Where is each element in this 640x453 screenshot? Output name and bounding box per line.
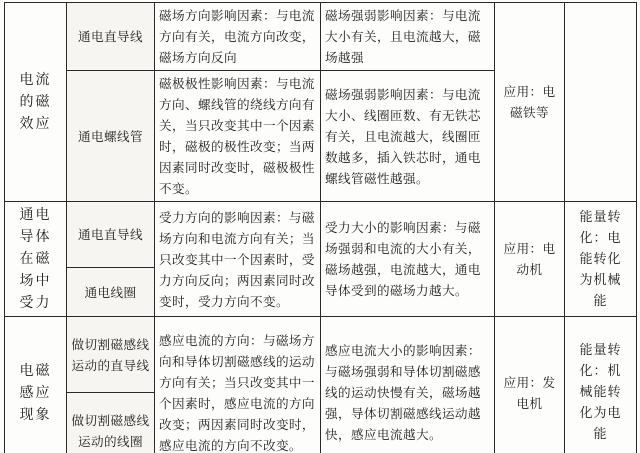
application-cell: 应用：电动机 — [495, 202, 565, 317]
magnitude-cell: 磁场强弱影响因素：与电流大小有关，且电流越大，磁场越强 — [321, 3, 495, 71]
direction-cell: 磁场方向影响因素：与电流方向有关，电流方向改变，磁场方向反向 — [155, 3, 321, 71]
direction-cell: 受力方向的影响因素：与磁场方向和电流方向有关；当只改变其中一个因素时，受力方向反向；两因素同时改变时，受力方向不变。 — [155, 202, 321, 317]
object-cell: 通电线圈 — [67, 268, 155, 317]
object-cell: 通电螺线管 — [67, 71, 155, 202]
table-row — [5, 3, 637, 71]
magnitude-cell: 磁场强弱影响因素：与电流大小、线圈匝数、有无铁芯有关，且电流越大，线圈匝数越多，插入铁芯时，通电螺线管磁性越强。 — [321, 71, 495, 202]
phenomenon-cell: 电流的磁效应 — [5, 3, 67, 202]
application-cell: 应用：发电机 — [495, 317, 565, 453]
magnitude-cell: 感应电流大小的影响因素：与磁场强弱和导体切割磁感线的运动快慢有关，磁场越强，导体切割磁感线运动越快，感应电流越大。 — [321, 317, 495, 453]
phenomenon-cell: 电磁感应现象 — [5, 317, 67, 453]
direction-cell: 感应电流的方向：与磁场方向和导体切割磁感线的运动方向有关；当只改变其中一个因素时，感应电流的方向改变；两因素同时改变时，感应电流的方向不改变。 — [155, 317, 321, 453]
energy-cell — [565, 3, 637, 202]
phenomenon-cell: 通电导体在磁场中受力 — [5, 202, 67, 317]
object-cell: 做切割磁感线运动的线圈 — [67, 393, 155, 453]
energy-cell: 能量转化：机械能转化为电能 — [565, 317, 637, 453]
object-cell: 通电直导线 — [67, 202, 155, 268]
energy-cell: 能量转化：电能转化为机械能 — [565, 202, 637, 317]
table-row — [5, 202, 637, 268]
application-cell: 应用：电磁铁等 — [495, 3, 565, 202]
magnitude-cell: 受力大小的影响因素：与磁场强弱和电流的大小有关，磁场越强，电流越大，通电导体受到的磁场力越大。 — [321, 202, 495, 317]
electromagnetism-summary-table — [4, 2, 637, 453]
table-row — [5, 317, 637, 393]
object-cell: 做切割磁感线运动的直导线 — [67, 317, 155, 393]
object-cell: 通电直导线 — [67, 3, 155, 71]
direction-cell: 磁极极性影响因素：与电流方向、螺线管的绕线方向有关，当只改变其中一个因素时，磁极的极性改变；当两因素同时改变时，磁极极性不变。 — [155, 71, 321, 202]
